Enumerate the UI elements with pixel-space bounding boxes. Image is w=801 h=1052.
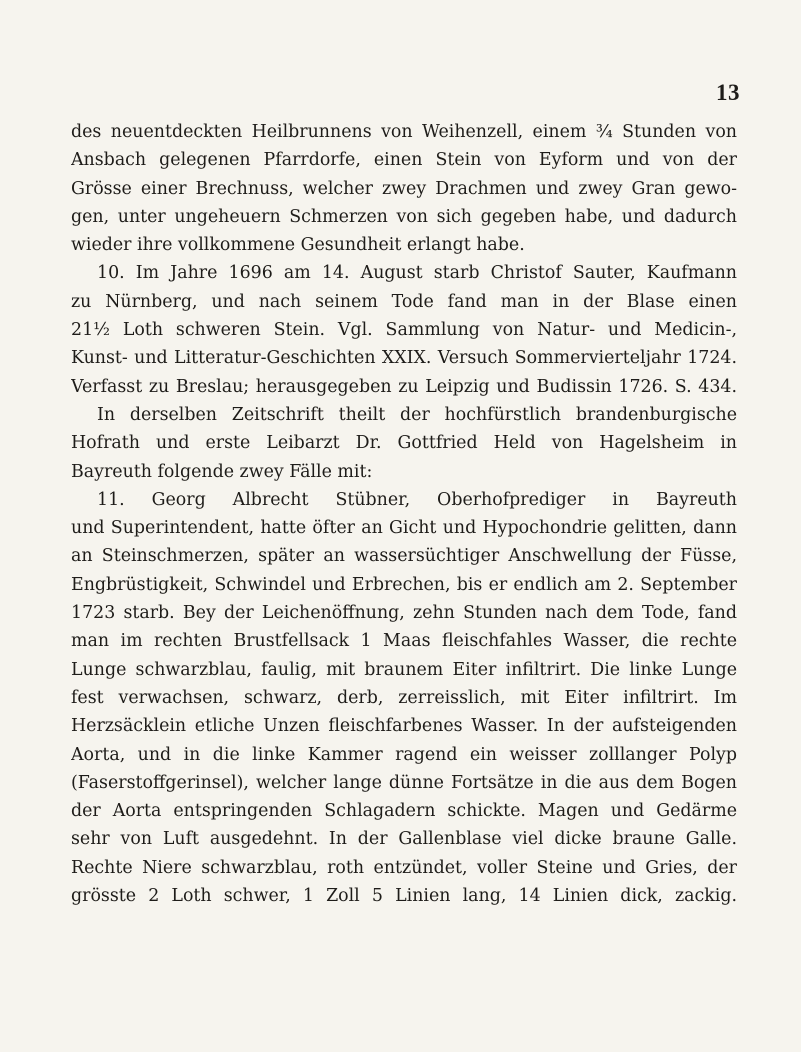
text-line: Bayreuth folgende zwey Fälle mit:: [71, 461, 373, 482]
text-line: der Aorta entspringenden Schlagadern schickte. Magen und Gedärme: [71, 801, 737, 822]
text-line: man im rechten Brustfellsack 1 Maas fleischfahles Wasser, die rechte: [71, 631, 737, 652]
text-line: Lunge schwarzblau, faulig, mit braunem Eiter infiltrirt. Die linke Lunge: [71, 659, 737, 680]
text-line: Herzsäcklein etliche Unzen fleischfarbenes Wasser. In der aufsteigenden: [71, 716, 737, 737]
text-line: und Superintendent, hatte öfter an Gicht und Hypochondrie gelitten, dann: [71, 518, 737, 539]
text-line: Ansbach gelegenen Pfarrdorfe, einen Stein von Eyform und von der: [71, 150, 737, 171]
text-line: 21½ Loth schweren Stein. Vgl. Sammlung von Natur- und Medicin-,: [71, 320, 737, 341]
text-line: 1723 starb. Bey der Leichenöffnung, zehn Stunden nach dem Tode, fand: [71, 603, 737, 624]
text-line: 11. Georg Albrecht Stübner, Oberhofprediger in Bayreuth: [97, 489, 737, 510]
text-line: des neuentdeckten Heilbrunnens von Weihenzell, einem ¾ Stunden von: [71, 122, 737, 142]
text-line: Engbrüstigkeit, Schwindel und Erbrechen, bis er endlich am 2. September: [71, 574, 737, 595]
text-line: Grösse einer Brechnuss, welcher zwey Drachmen und zwey Gran gewo-: [71, 178, 737, 199]
text-line: In derselben Zeitschrift theilt der hochfürstlich brandenburgische: [97, 404, 737, 425]
body-text: [71, 118, 737, 910]
text-line: Hofrath und erste Leibarzt Dr. Gottfried Held von Hagelsheim in: [71, 433, 737, 454]
text-line: Verfasst zu Breslau; herausgegeben zu Leipzig und Budissin 1726. S. 434.: [71, 376, 737, 397]
page-number: 13: [716, 80, 740, 105]
text-line: (Faserstoffgerinsel), welcher lange dünne Fortsätze in die aus dem Bogen: [71, 772, 737, 793]
text-line: fest verwachsen, schwarz, derb, zerreisslich, mit Eiter infiltrirt. Im: [71, 687, 737, 708]
text-line: 10. Im Jahre 1696 am 14. August starb Christof Sauter, Kaufmann: [97, 263, 737, 284]
text-line: an Steinschmerzen, später an wassersüchtiger Anschwellung der Füsse,: [71, 546, 737, 567]
text-line: gen, unter ungeheuern Schmerzen von sich gegeben habe, und dadurch: [71, 206, 737, 227]
text-line: Kunst- und Litteratur-Geschichten XXIX. Versuch Sommervierteljahr 1724.: [71, 348, 737, 369]
text-line: grösste 2 Loth schwer, 1 Zoll 5 Linien lang, 14 Linien dick, zackig.: [71, 886, 737, 907]
text-line: Aorta, und in die linke Kammer ragend ein weisser zolllanger Polyp: [71, 744, 737, 765]
text-line: zu Nürnberg, und nach seinem Tode fand man in der Blase einen: [71, 291, 737, 312]
text-line: Rechte Niere schwarzblau, roth entzündet, voller Steine und Gries, der: [71, 857, 737, 878]
text-line: wieder ihre vollkommene Gesundheit erlangt habe.: [71, 235, 525, 256]
text-line: sehr von Luft ausgedehnt. In der Gallenblase viel dicke braune Galle.: [71, 829, 737, 850]
